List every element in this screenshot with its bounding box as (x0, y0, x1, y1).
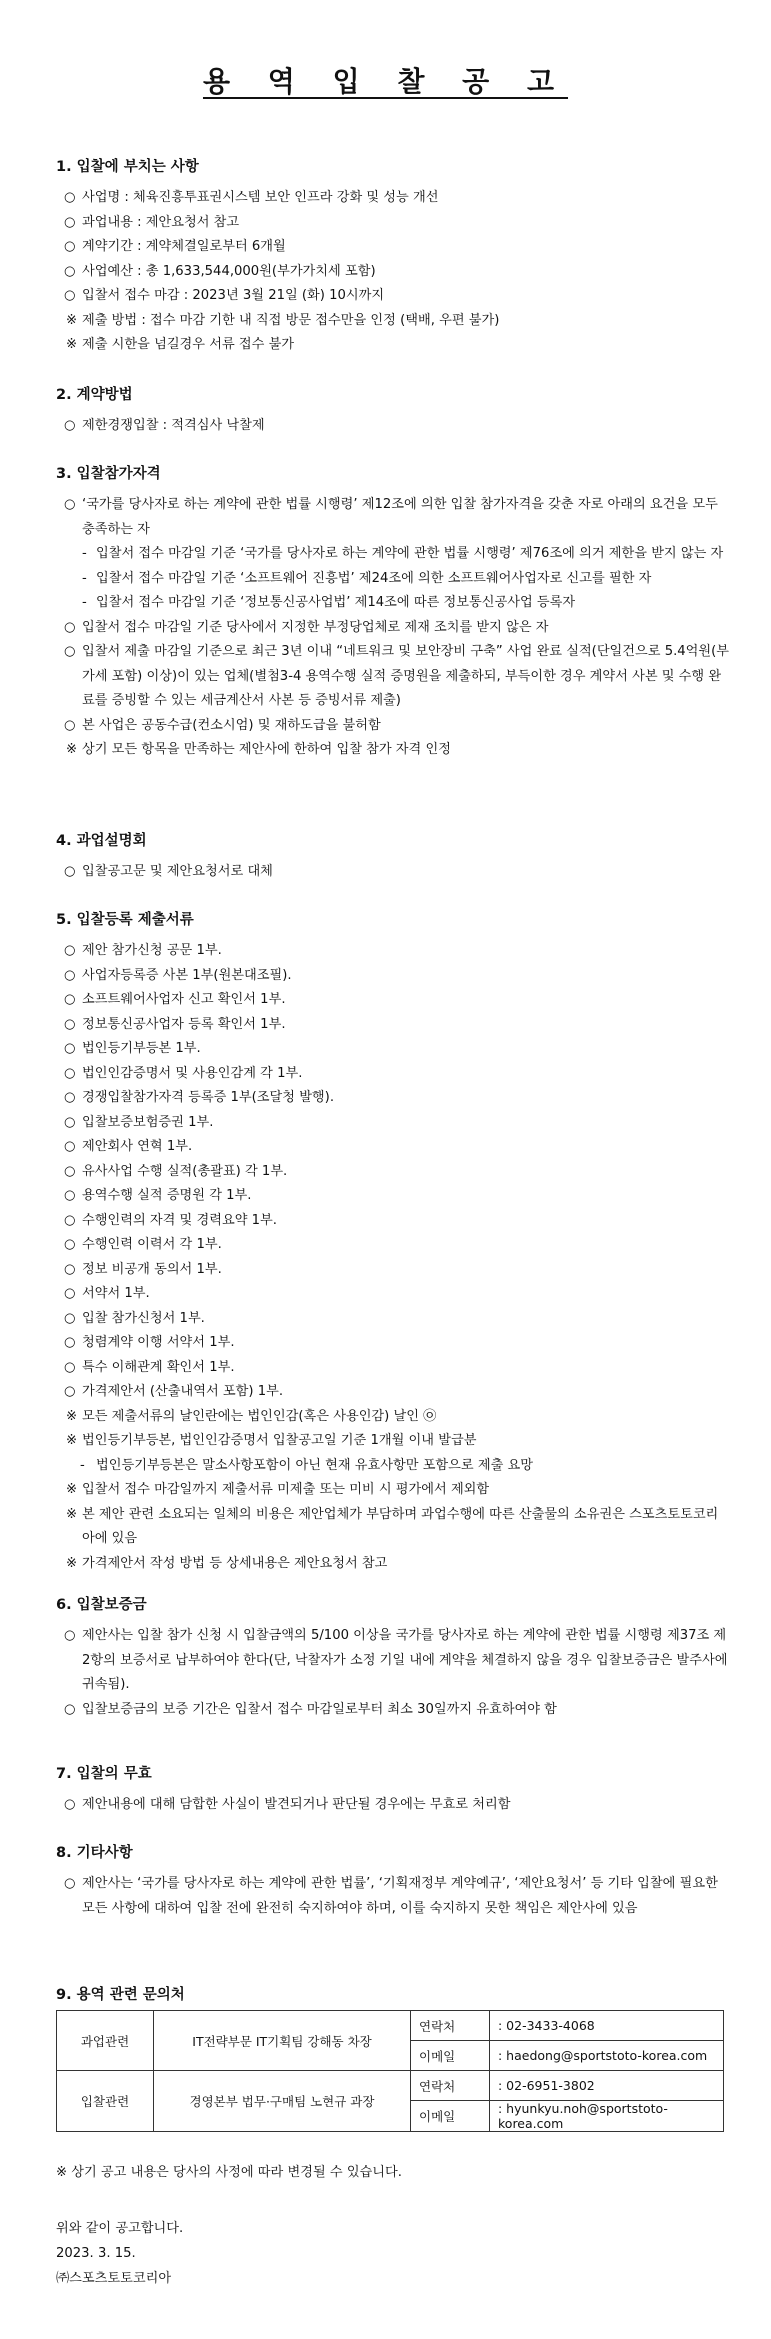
item-text: 법인등기부등본 1부. (82, 1041, 201, 1056)
list-item (56, 1872, 731, 1921)
list-item (56, 1135, 731, 1160)
sub-item (56, 591, 731, 616)
item-text: 유사사업 수행 실적(총괄표) 각 1부. (82, 1163, 288, 1179)
bullet: - (82, 546, 87, 561)
item-text: 제안사는 ‘국가를 당사자로 하는 계약에 관한 법률’, ‘기획재정부 계약예규’, ‘제안요청서’ 등 기타 입찰에 필요한 모든 사항에 대하여 입찰 전에 완전히 숙지하여야 하며, 이를 숙지하지 못한 책임은 제안사에 있음 (82, 1876, 718, 1916)
bullet: ※ (66, 1555, 78, 1571)
item-text: 입찰서 접수 마감일 기준 ‘소프트웨어 진흥법’ 제24조에 의한 소프트웨어사업자로 신고를 필한 자 (96, 570, 652, 586)
item-text: 사업자등록증 사본 1부(원본대조필). (82, 967, 292, 983)
bullet: ○ (64, 717, 76, 733)
item-text: 특수 이해관계 확인서 1부. (82, 1359, 235, 1375)
note-item (56, 1552, 731, 1577)
section-title: 4. 과업설명회 (56, 833, 147, 849)
bullet: - (82, 570, 87, 586)
list-item (56, 616, 731, 641)
section-title: 6. 입찰보증금 (56, 1597, 147, 1613)
sub-item (56, 1454, 731, 1479)
bullet: ○ (64, 619, 76, 635)
list-item (56, 1356, 731, 1381)
bullet: ○ (64, 214, 76, 230)
list-item (56, 211, 731, 236)
item-text: 제안회사 연혁 1부. (82, 1139, 193, 1154)
contact-email-label: 이메일 (411, 2101, 490, 2132)
contact-email: : haedong@sportstoto-korea.com (490, 2041, 724, 2071)
contact-phone: : 02-3433-4068 (490, 2011, 724, 2041)
sub-item (56, 542, 731, 567)
list-item (56, 964, 731, 989)
list-item (56, 1062, 731, 1087)
list-item (56, 1233, 731, 1258)
bullet: ○ (64, 418, 76, 433)
bullet: ○ (64, 1310, 76, 1326)
item-text: 정보 비공개 동의서 1부. (82, 1261, 222, 1277)
bullet: ※ (66, 1408, 78, 1424)
contact-category: 과업관련 (57, 2011, 154, 2071)
item-text: 가격제안서 작성 방법 등 상세내용은 제안요청서 참고 (82, 1555, 388, 1571)
bullet: ※ (66, 337, 78, 352)
item-text: 가격제안서 (산출내역서 포함) 1부. (82, 1384, 284, 1399)
bullet: ○ (64, 239, 76, 254)
item-text: 사업예산 : 총 1,633,544,000원(부가가치세 포함) (82, 263, 376, 279)
list-item (56, 414, 731, 439)
note-item (56, 1478, 731, 1503)
item-text: 수행인력의 자격 및 경력요약 1부. (82, 1212, 277, 1228)
list-item (56, 939, 731, 964)
contact-category: 입찰관련 (57, 2071, 154, 2132)
bullet: - (80, 1457, 85, 1473)
bullet: ○ (64, 1212, 76, 1228)
list-item (56, 1037, 731, 1062)
item-text: 소프트웨어사업자 신고 확인서 1부. (82, 992, 286, 1007)
list-item (56, 260, 731, 285)
list-item (56, 1624, 731, 1698)
item-text: 입찰서 접수 마감일 기준 ‘정보통신공사업법’ 제14조에 따른 정보통신공사업 등록자 (96, 595, 576, 610)
table-row (57, 2011, 724, 2041)
footer-date: 2023. 3. 15. (56, 2246, 136, 2261)
item-text: 서약서 1부. (82, 1286, 150, 1301)
bullet: ○ (64, 1114, 76, 1130)
list-item (56, 1793, 731, 1818)
list-item (56, 860, 731, 885)
bullet: ○ (64, 864, 76, 879)
bullet: ※ (66, 1482, 78, 1497)
bullet: ○ (64, 1797, 76, 1812)
item-text: 계약기간 : 계약체결일로부터 6개월 (82, 239, 286, 254)
item-text: 입찰서 접수 마감일 기준 당사에서 지정한 부정당업체로 제재 조치를 받지 않은 자 (82, 619, 549, 635)
item-text: 법인인감증명서 및 사용인감계 각 1부. (82, 1065, 303, 1081)
bullet: ○ (64, 967, 76, 983)
section-contract-method (56, 383, 731, 439)
bullet: ※ (66, 1506, 78, 1522)
item-text: 제안내용에 대해 담합한 사실이 발견되거나 판단될 경우에는 무효로 처리함 (82, 1797, 511, 1812)
bullet: ○ (64, 1701, 76, 1717)
bullet: ○ (64, 1090, 76, 1105)
page-title: 용 역 입 찰 공 고 (202, 65, 569, 98)
contact-table (56, 2010, 724, 2132)
item-text: 수행인력 이력서 각 1부. (82, 1237, 222, 1252)
bullet: ○ (64, 943, 76, 958)
bullet: ○ (64, 263, 76, 279)
list-item (56, 714, 731, 739)
list-item (56, 1209, 731, 1234)
list-item (56, 1160, 731, 1185)
section-bid-items (56, 155, 731, 358)
bullet: ○ (64, 992, 76, 1007)
note-item (56, 738, 731, 763)
footer-closing: 위와 같이 공고합니다. (56, 2221, 184, 2236)
bullet: ○ (64, 190, 76, 205)
note-item (56, 333, 731, 358)
contact-person: 경영본부 법무·구매팀 노현규 과장 (154, 2071, 411, 2132)
bullet: ○ (64, 1163, 76, 1179)
list-item (56, 235, 731, 260)
section-required-documents (56, 908, 731, 1576)
section-title: 3. 입찰참가자격 (56, 466, 161, 482)
footer-company: ㈜스포츠토토코리아 (56, 2271, 172, 2286)
section-briefing (56, 829, 731, 885)
item-text: ‘국가를 당사자로 하는 계약에 관한 법률 시행령’ 제12조에 의한 입찰 참가자격을 갖춘 자로 아래의 요건을 모두 충족하는 자 (82, 497, 718, 537)
item-text: 입찰서 접수 마감 : 2023년 3월 21일 (화) 10시까지 (82, 288, 385, 303)
bullet: ※ (66, 312, 78, 328)
item-text: 입찰서 제출 마감일 기준으로 최근 3년 이내 “네트워크 및 보안장비 구축” 사업 완료 실적(단일건으로 5.4억원(부가세 포함) 이상)이 있는 업체(별첨3-4 용역수행 실적 증명원을 제출하되, 부득이한 경우 계약서 사본 및 수행 완료를 증빙할 수 있는 세금계산서 사본 등 증빙서류 제출) (82, 644, 730, 708)
bullet: ○ (64, 1188, 76, 1203)
contact-phone-label: 연락처 (411, 2071, 490, 2101)
contact-email: : hyunkyu.noh@sportstoto-korea.com (490, 2101, 724, 2132)
bullet: ○ (64, 1335, 76, 1350)
item-text: 입찰공고문 및 제안요청서로 대체 (82, 864, 273, 879)
contact-email-label: 이메일 (411, 2041, 490, 2071)
note-item (56, 309, 731, 334)
list-item (56, 284, 731, 309)
bullet: ○ (64, 1016, 76, 1032)
item-text: 제안 참가신청 공문 1부. (82, 943, 222, 958)
list-item (56, 1184, 731, 1209)
bullet: ○ (64, 1628, 76, 1643)
item-text: 모든 제출서류의 날인란에는 법인인감(혹은 사용인감) 날인 ㉧ (82, 1408, 437, 1424)
item-text: 본 사업은 공동수급(컨소시엄) 및 재하도급을 불허함 (82, 717, 381, 733)
bullet: ○ (64, 1261, 76, 1277)
section-title: 2. 계약방법 (56, 387, 133, 403)
item-text: 본 제안 관련 소요되는 일체의 비용은 제안업체가 부담하며 과업수행에 따른 산출물의 소유권은 스포츠토토코리아에 있음 (82, 1506, 719, 1546)
list-item (56, 988, 731, 1013)
bullet: ○ (64, 1065, 76, 1081)
item-text: 상기 모든 항목을 만족하는 제안사에 한하여 입찰 참가 자격 인정 (82, 742, 451, 757)
item-text: 용역수행 실적 증명원 각 1부. (82, 1188, 252, 1203)
bullet: ○ (64, 1876, 76, 1891)
item-text: 과업내용 : 제안요청서 참고 (82, 214, 240, 230)
section-eligibility (56, 462, 731, 763)
list-item (56, 1086, 731, 1111)
item-text: 법인등기부등본은 말소사항포함이 아닌 현재 유효사항만 포함으로 제출 요망 (96, 1457, 533, 1473)
section-title: 8. 기타사항 (56, 1845, 133, 1861)
bullet: ※ (66, 1433, 78, 1448)
item-text: 입찰서 접수 마감일까지 제출서류 미제출 또는 미비 시 평가에서 제외함 (82, 1482, 490, 1497)
item-text: 제출 방법 : 접수 마감 기한 내 직접 방문 접수만을 인정 (택배, 우편 불가) (82, 312, 500, 328)
list-item (56, 640, 731, 714)
contact-phone: : 02-6951-3802 (490, 2071, 724, 2101)
section-other (56, 1841, 731, 1921)
bullet: ○ (64, 1286, 76, 1301)
section-invalid-bid (56, 1762, 731, 1818)
bullet: ○ (64, 1041, 76, 1056)
bullet: ○ (64, 1359, 76, 1375)
list-item (56, 1258, 731, 1283)
list-item (56, 1013, 731, 1038)
list-item (56, 1380, 731, 1405)
section-title: 1. 입찰에 부치는 사항 (56, 159, 199, 175)
section-title: 5. 입찰등록 제출서류 (56, 912, 194, 928)
item-text: 입찰서 접수 마감일 기준 ‘국가를 당사자로 하는 계약에 관한 법률 시행령’ 제76조에 의거 제한을 받지 않는 자 (96, 546, 724, 561)
section-title: 9. 용역 관련 문의처 (56, 1987, 185, 2003)
item-text: 청렴계약 이행 서약서 1부. (82, 1335, 235, 1350)
section-title: 7. 입찰의 무효 (56, 1766, 152, 1782)
sub-item (56, 567, 731, 592)
item-text: 제한경쟁입찰 : 적격심사 낙찰제 (82, 418, 265, 433)
list-item (56, 493, 731, 542)
bullet: - (82, 595, 87, 610)
bullet: ○ (64, 1384, 76, 1399)
list-item (56, 1111, 731, 1136)
item-text: 경쟁입찰참가자격 등록증 1부(조달청 발행). (82, 1090, 335, 1105)
bullet: ※ (66, 742, 78, 757)
item-text: 입찰보증보험증권 1부. (82, 1114, 214, 1130)
item-text: 사업명 : 체육진흥투표권시스템 보안 인프라 강화 및 성능 개선 (82, 190, 439, 205)
note-item (56, 1429, 731, 1454)
item-text: 입찰 참가신청서 1부. (82, 1310, 205, 1326)
item-text: 제안사는 입찰 참가 신청 시 입찰금액의 5/100 이상을 국가를 당사자로 하는 계약에 관한 법률 시행령 제37조 제2항의 보증서로 납부하여야 한다(단, 낙찰자가 소정 기일 내에 계약을 체결하지 않을 경우 입찰보증금은 발주사에 귀속됨). (82, 1628, 728, 1692)
item-text: 제출 시한을 넘길경우 서류 접수 불가 (82, 337, 295, 352)
note-item (56, 1503, 731, 1552)
item-text: 정보통신공사업자 등록 확인서 1부. (82, 1016, 286, 1032)
footer-notice: ※ 상기 공고 내용은 당사의 사정에 따라 변경될 수 있습니다. (56, 2165, 402, 2180)
bullet: ○ (64, 1139, 76, 1154)
contact-phone-label: 연락처 (411, 2011, 490, 2041)
item-text: 법인등기부등본, 법인인감증명서 입찰공고일 기준 1개월 이내 발급분 (82, 1433, 477, 1448)
list-item (56, 1282, 731, 1307)
bullet: ○ (64, 497, 76, 512)
list-item (56, 186, 731, 211)
list-item (56, 1307, 731, 1332)
bullet: ○ (64, 288, 76, 303)
item-text: 입찰보증금의 보증 기간은 입찰서 접수 마감일로부터 최소 30일까지 유효하여야 함 (82, 1701, 557, 1717)
contact-person: IT전략부문 IT기획팀 강해동 차장 (154, 2011, 411, 2071)
list-item (56, 1698, 731, 1723)
list-item (56, 1331, 731, 1356)
bullet: ○ (64, 1237, 76, 1252)
table-row (57, 2071, 724, 2101)
bullet: ○ (64, 644, 76, 659)
note-item (56, 1405, 731, 1430)
section-bid-deposit (56, 1593, 731, 1722)
